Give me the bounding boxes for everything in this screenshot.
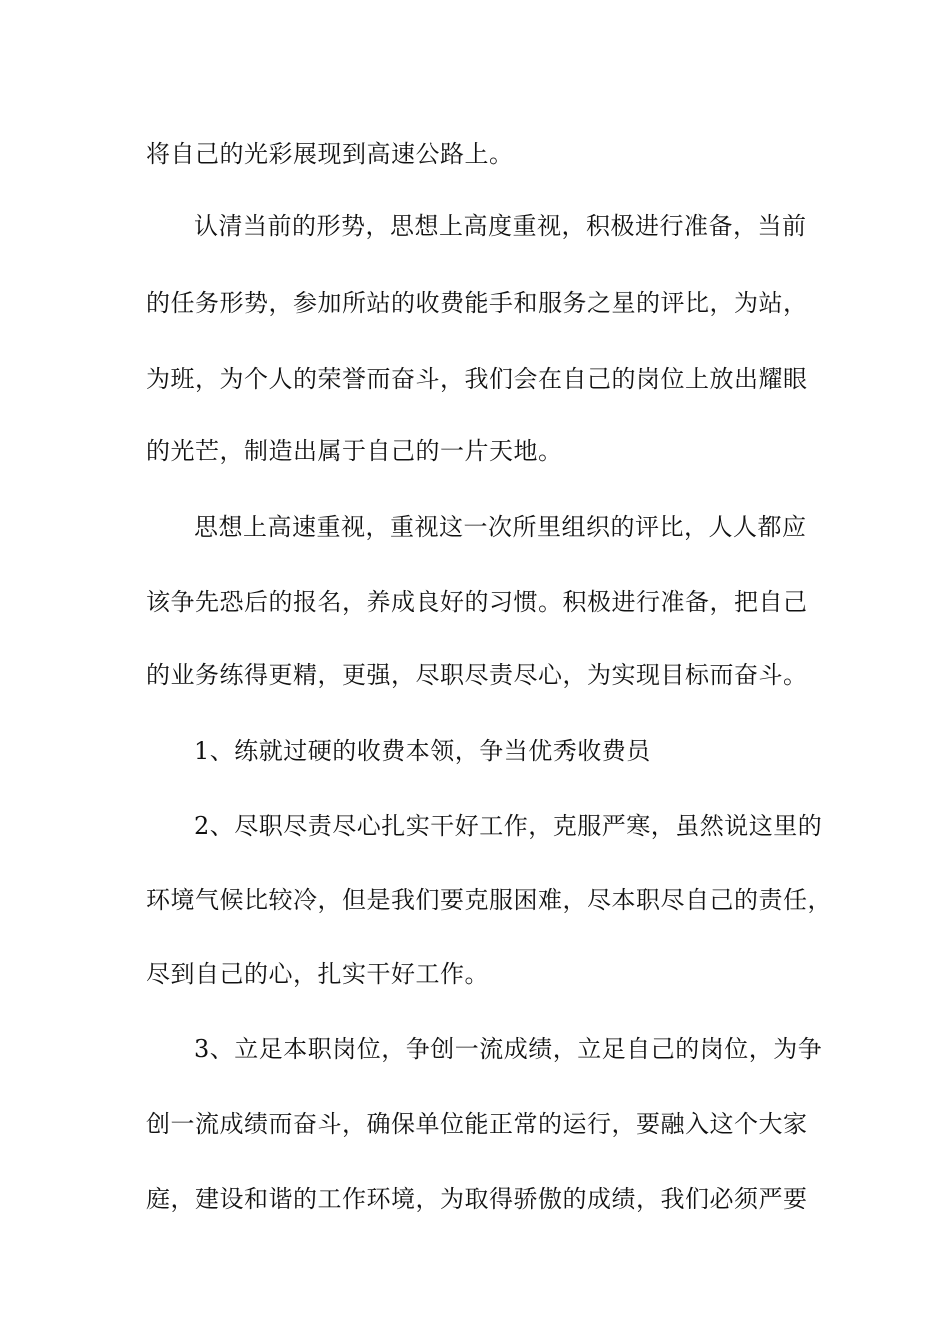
text-line: 的任务形势，参加所站的收费能手和服务之星的评比，为站，	[146, 289, 808, 317]
list-item-1: 1、练就过硬的收费本领，争当优秀收费员	[194, 737, 651, 765]
text-line: 尽到自己的心，扎实干好工作。	[146, 960, 489, 988]
paragraph-start-line: 认清当前的形势，思想上高度重视，积极进行准备，当前	[194, 212, 807, 240]
text-line: 庭，建设和谐的工作环境，为取得骄傲的成绩，我们必须严要	[146, 1185, 808, 1213]
paragraph-start-line: 思想上高速重视，重视这一次所里组织的评比，人人都应	[194, 513, 807, 541]
list-item-3: 3、立足本职岗位，争创一流成绩，立足自己的岗位，为争	[194, 1035, 823, 1063]
text-line: 的业务练得更精，更强，尽职尽责尽心，为实现目标而奋斗。	[146, 661, 808, 689]
text-line: 的光芒，制造出属于自己的一片天地。	[146, 437, 563, 465]
text-line: 环境气候比较冷，但是我们要克服困难，尽本职尽自己的责任，	[146, 886, 832, 914]
text-line: 该争先恐后的报名，养成良好的习惯。积极进行准备，把自己	[146, 588, 808, 616]
text-line: 为班，为个人的荣誉而奋斗，我们会在自己的岗位上放出耀眼	[146, 365, 808, 393]
list-item-2: 2、尽职尽责尽心扎实干好工作，克服严寒，虽然说这里的	[194, 812, 823, 840]
text-line: 创一流成绩而奋斗，确保单位能正常的运行，要融入这个大家	[146, 1110, 808, 1138]
text-line: 将自己的光彩展现到高速公路上。	[146, 140, 514, 168]
